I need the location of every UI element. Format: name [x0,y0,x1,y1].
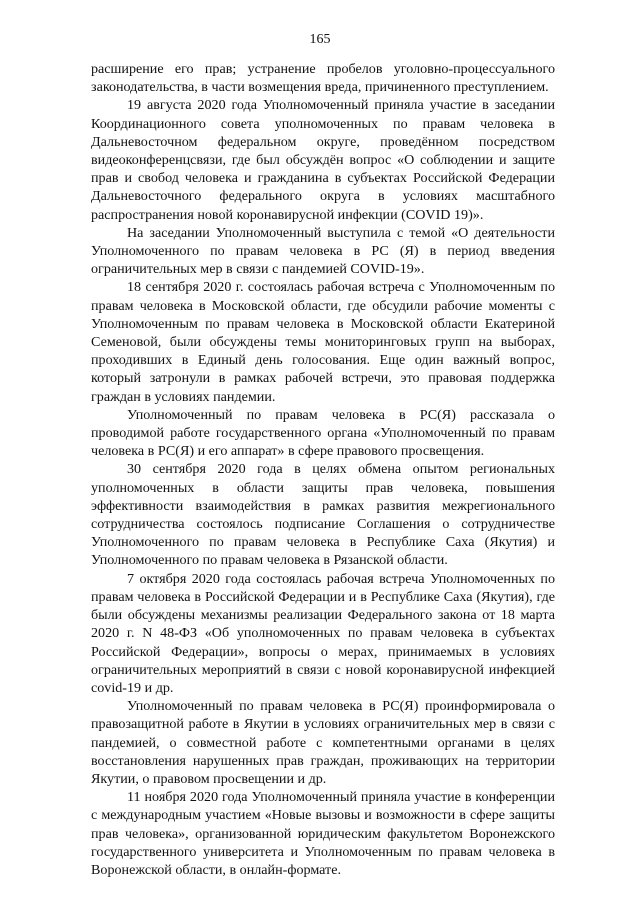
paragraph-november-11-conference: 11 ноября 2020 года Уполномоченный приняла участие в конференции с международным участием «Новые вызовы и возможности в сфере защиты прав человека», организованной юридическим факультетом Воронежского государственного университета и Уполномоченным по правам человека в Воронежской области, в онлайн-формате. [91,789,555,878]
paragraph-september-18-meeting: 18 сентября 2020 г. состоялась рабочая встреча с Уполномоченным по правам человека в Московской области, где обсудили рабочие моменты с Уполномоченным по правам человека в Московской области Екатериной Семеновой, были обсуждены темы мониторинговых групп на выборах, проходивших в Единый день голосования. Еще один важный вопрос, который затронули в рамках рабочей встречи, это правовая поддержка граждан в условиях пандемии. [91,279,555,405]
paragraph-october-7-meeting: 7 октября 2020 года состоялась рабочая встреча Уполномоченных по правам человека в Российской Федерации и в Республике Саха (Якутия), где были обсуждены механизмы реализации Федерального закона от 18 марта 2020 г. N 48-ФЗ «Об уполномоченных по правам человека в субъектах Российской Федерации», вопросы о мерах, принимаемых в условиях ограничительных мероприятий в связи с новой коронавирусной инфекцией covid-19 и др. [91,570,555,696]
document-body [91,60,555,879]
page-number: 165 [309,32,331,47]
paragraph-legal-education: Уполномоченный по правам человека в РС(Я) рассказала о проводимой работе государственного органа «Уполномоченный по правам человека в РС(Я) и его аппарат» в сфере правового просвещения. [91,406,555,460]
paragraph-september-30-agreement: 30 сентября 2020 года в целях обмена опытом региональных уполномоченных в области защиты прав человека, повышения эффективности взаимодействия в рамках развития межрегионального сотрудничества состоялось подписание Соглашения о сотрудничестве Уполномоченного по правам человека в Республике Саха (Якутия) и Уполномоченного по правам человека в Рязанской области. [91,461,555,569]
paragraph-continuation: расширение его прав; устранение пробелов уголовно-процессуального законодательства, в части возмещения вреда, причиненного преступлением. [91,61,555,96]
paragraph-human-rights-work: Уполномоченный по правам человека в РС(Я) проинформировала о правозащитной работе в Якутии в условиях ограничительных мер в связи с пандемией, о совместной работе с компетентными органами в целях восстановления нарушенных прав граждан, проживающих на территории Якутии, о правовом просвещении и др. [91,698,555,787]
paragraph-meeting-speech: На заседании Уполномоченный выступила с темой «О деятельности Уполномоченного по правам человека в РС (Я) в период введения ограничительных мер в связи с пандемией COVID-19». [91,224,555,278]
paragraph-august-19-council: 19 августа 2020 года Уполномоченный приняла участие в заседании Координационного совета уполномоченных по правам человека в Дальневосточном федеральном округе, проведённом посредством видеоконференцсвязи, где был обсуждён вопрос «О соблюдении и защите прав и свобод человека и гражданина в субъектах Российской Федерации Дальневосточного федерального округа в условиях масштабного распространения новой коронавирусной инфекции (COVID 19)». [91,97,555,223]
